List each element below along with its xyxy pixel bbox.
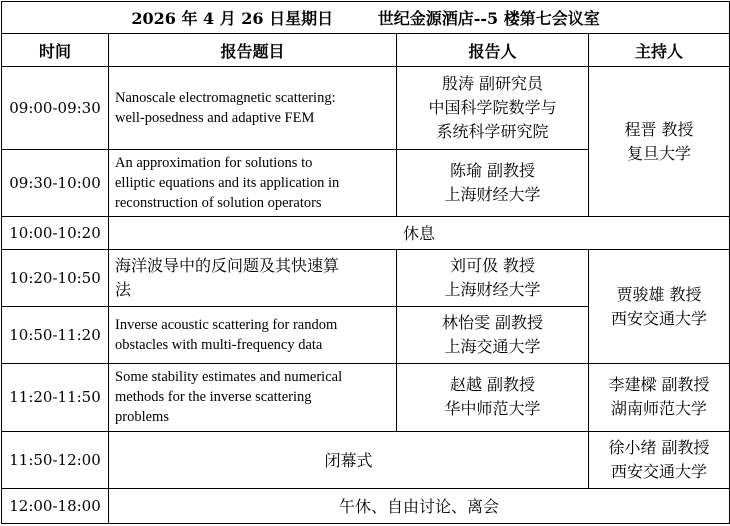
speaker-line: 赵越 副教授 xyxy=(449,375,536,395)
speaker xyxy=(397,149,589,216)
header-title: 报告题目 xyxy=(109,34,397,67)
speaker-line: 上海交通大学 xyxy=(444,337,541,357)
chair-session-2 xyxy=(589,249,730,363)
chair-line: 程晋 教授 xyxy=(624,119,694,139)
chair-session-1 xyxy=(589,67,730,217)
chair-line: 徐小绪 副教授 xyxy=(608,437,710,457)
chair-session-3 xyxy=(589,364,730,431)
header-time: 时间 xyxy=(2,34,109,67)
row-time: 10:00-10:20 xyxy=(2,216,109,249)
row-time: 11:20-11:50 xyxy=(2,364,109,431)
table-row xyxy=(2,249,730,306)
talk-title xyxy=(109,364,397,431)
talk-title-line: reconstruction of solution operators xyxy=(115,194,322,211)
speaker-line: 刘可伋 教授 xyxy=(449,256,536,276)
talk-title-line: 法 xyxy=(115,280,132,300)
chair-line: 复旦大学 xyxy=(627,143,692,163)
talk-title-line: An approximation for solutions to xyxy=(115,154,313,171)
talk-title-line: Some stability estimates and numerical xyxy=(115,369,343,386)
banner-venue: 世纪金源酒店--5 楼第七会议室 xyxy=(377,9,600,29)
talk-title-line: problems xyxy=(115,409,169,426)
speaker-line: 华中师范大学 xyxy=(444,399,541,419)
table-row xyxy=(2,364,730,431)
speaker xyxy=(397,249,589,306)
chair-line: 西安交通大学 xyxy=(611,461,708,481)
chair-session-4 xyxy=(589,431,730,488)
schedule-banner xyxy=(2,2,730,34)
talk-title-line: methods for the inverse scattering xyxy=(115,389,312,406)
table-row xyxy=(2,488,730,523)
afternoon-label: 午休、自由讨论、离会 xyxy=(109,488,730,523)
talk-title xyxy=(109,249,397,306)
talk-title xyxy=(109,67,397,149)
row-time: 09:00-09:30 xyxy=(2,67,109,149)
speaker-line: 上海财经大学 xyxy=(444,184,541,204)
closing-label: 闭幕式 xyxy=(109,431,589,488)
row-time: 10:50-11:20 xyxy=(2,307,109,364)
speaker-line: 陈瑜 副教授 xyxy=(449,160,536,180)
talk-title xyxy=(109,307,397,364)
banner-row xyxy=(2,2,730,34)
banner-date: 2026 年 4 月 26 日星期日 xyxy=(131,9,334,29)
talk-title-line: obstacles with multi-frequency data xyxy=(115,337,323,354)
speaker-line: 殷涛 副研究员 xyxy=(441,73,544,93)
talk-title-line: well-posedness and adaptive FEM xyxy=(115,109,315,126)
chair-line: 李建樑 副教授 xyxy=(608,375,710,395)
speaker-line: 系统科学研究院 xyxy=(436,121,549,141)
header-speaker: 报告人 xyxy=(397,34,589,67)
talk-title xyxy=(109,149,397,216)
table-row xyxy=(2,67,730,149)
header-chair: 主持人 xyxy=(589,34,730,67)
header-row xyxy=(2,34,730,67)
row-time: 11:50-12:00 xyxy=(2,431,109,488)
speaker xyxy=(397,307,589,364)
talk-title-line: Nanoscale electromagnetic scattering: xyxy=(115,89,336,106)
table-row xyxy=(2,216,730,249)
table-row xyxy=(2,431,730,488)
row-time: 09:30-10:00 xyxy=(2,149,109,216)
break-label: 休息 xyxy=(109,216,730,249)
talk-title-line: elliptic equations and its application in xyxy=(115,174,340,191)
row-time: 10:20-10:50 xyxy=(2,249,109,306)
speaker-line: 中国科学院数学与 xyxy=(428,97,557,117)
speaker xyxy=(397,67,589,149)
chair-line: 湖南师范大学 xyxy=(611,399,708,419)
speaker xyxy=(397,364,589,431)
speaker-line: 林怡雯 副教授 xyxy=(441,313,544,333)
row-time: 12:00-18:00 xyxy=(2,488,109,523)
talk-title-line: Inverse acoustic scattering for random xyxy=(115,317,338,334)
talk-title-line: 海洋波导中的反问题及其快速算 xyxy=(115,256,340,276)
chair-line: 贾骏雄 教授 xyxy=(616,284,702,304)
schedule-table xyxy=(1,1,730,524)
chair-line: 西安交通大学 xyxy=(611,308,708,328)
speaker-line: 上海财经大学 xyxy=(444,280,541,300)
